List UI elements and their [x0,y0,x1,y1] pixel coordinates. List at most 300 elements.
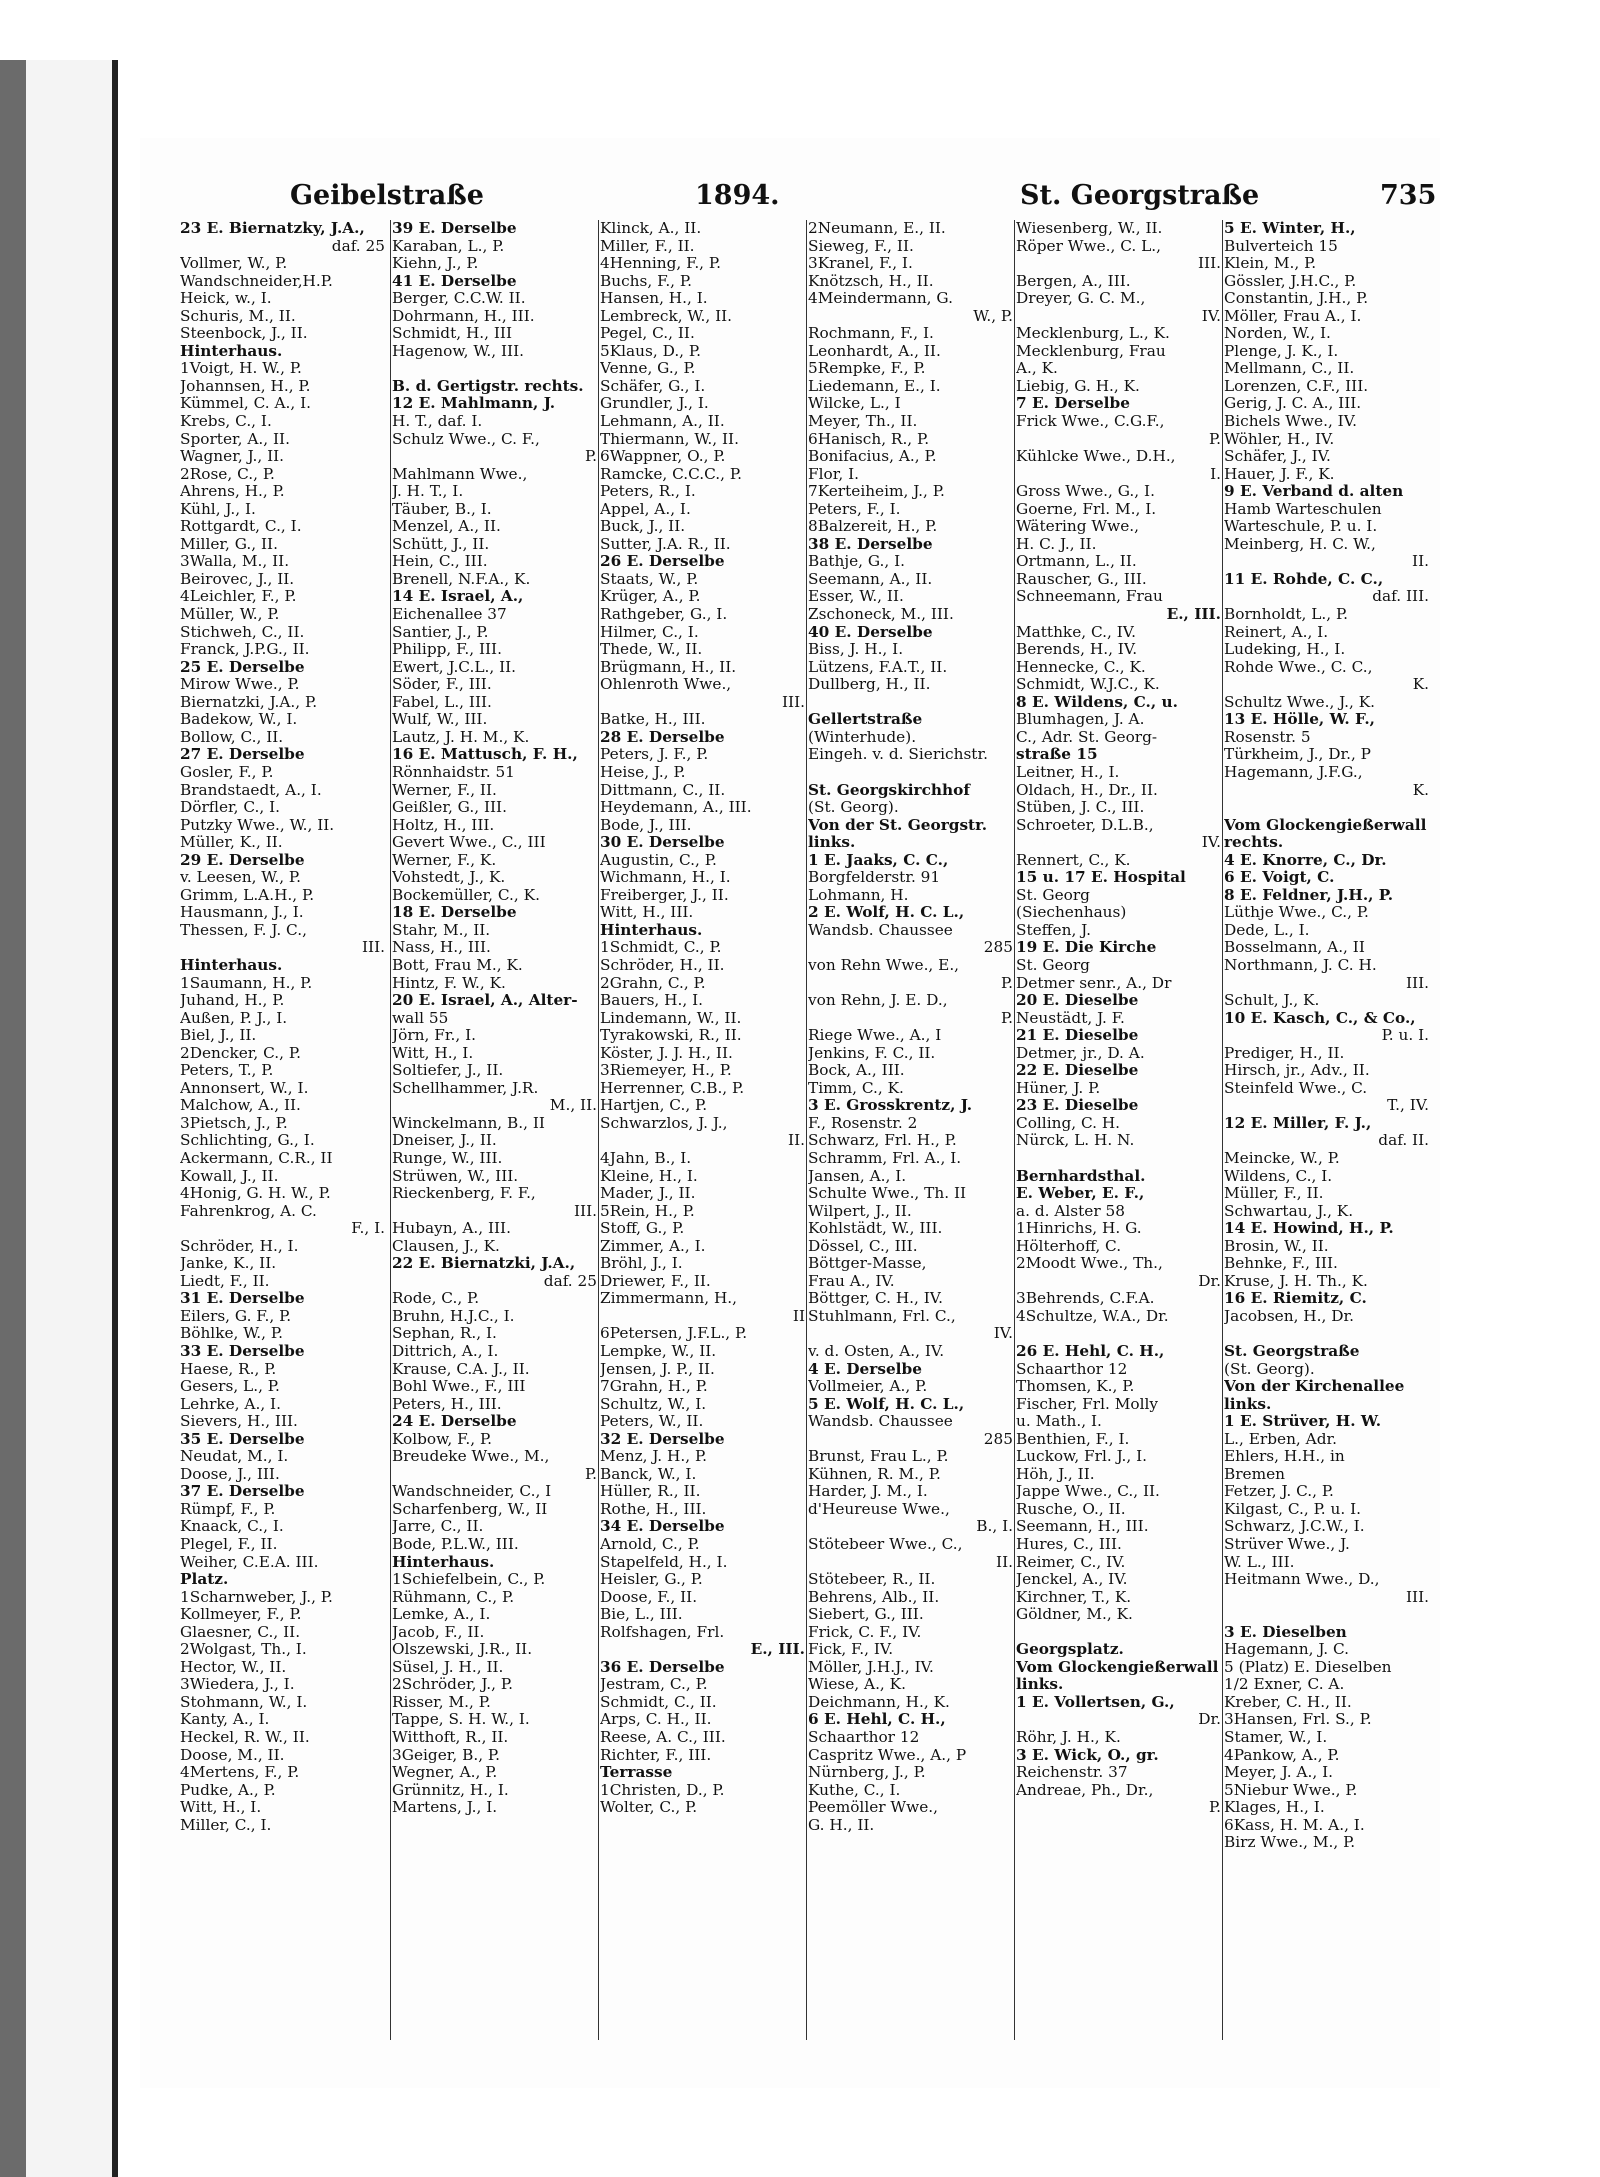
directory-entry [1224,1325,1429,1343]
directory-entry: Rennert, C., K. [1016,851,1131,869]
directory-entry: 2Schröder, J., P. [392,1676,513,1694]
directory-entry: Sephan, R., I. [392,1325,497,1343]
page-header [140,138,1440,211]
directory-entry: Santier, J., P. [392,623,489,641]
directory-entry: Süsel, J. H., II. [392,1658,504,1676]
directory-entry: 2Moodt Wwe., Th., [1016,1255,1163,1273]
directory-entry: Meyer, Th., II. [808,413,918,431]
directory-entry: 7Grahn, H., P. [600,1378,708,1396]
directory-entry: 23 E. Dieselbe [1016,1097,1139,1115]
directory-entry: Rümpf, F., P. [180,1500,276,1518]
directory-entry: 2Wolgast, Th., I. [180,1641,307,1659]
directory-entry: Hubayn, A., III. [392,1220,511,1238]
directory-entry: 32 E. Derselbe [600,1430,725,1448]
directory-entry: 3Wiedera, J., I. [180,1676,295,1694]
directory-entry: 25 E. Derselbe [180,658,305,676]
directory-entry: Hüner, J. P. [1016,1079,1101,1097]
directory-entry: Karaban, L., P. [392,237,505,255]
directory-entry: Warteschule, P. u. I. [1224,518,1378,536]
directory-entry: Nürnberg, J., P. [808,1764,926,1782]
directory-entry: Stapelfeld, H., I. [600,1553,728,1571]
directory-entry: Rathgeber, G., I. [600,606,728,624]
directory-entry: Hansen, H., I. [600,290,708,308]
directory-entry: Deichmann, H., K. [808,1693,950,1711]
directory-entry: Lüthje Wwe., C., P. [1224,904,1369,922]
directory-entry: 2Dencker, C., P. [180,1044,301,1062]
directory-entry: Stötebeer, R., II. [808,1571,936,1589]
directory-entry: F., I. [351,1220,385,1238]
directory-entry: Wulf, W., III. [392,711,488,729]
directory-entry: P. [584,448,597,466]
directory-entry: Wandsb. Chaussee [808,921,953,939]
directory-entry: Fabel, L., III. [392,693,492,711]
right-street-heading: St. Georgstraße [1020,180,1260,211]
directory-entry: 6Wappner, O., P. [600,448,726,466]
directory-entry: St. Georgskirchhof [808,781,970,799]
directory-entry: 3Geiger, B., P. [392,1746,500,1764]
directory-entry: Terrasse [600,1764,673,1782]
directory-entry: P. [1000,974,1013,992]
directory-entry: Miller, G., II. [180,535,278,553]
directory-entry: 29 E. Derselbe [180,851,305,869]
directory-entry: Witt, H., I. [180,1799,262,1817]
directory-entry: Hintz, F. W., K. [392,974,506,992]
directory-entry: Reimer, C., IV. [1016,1553,1126,1571]
directory-entry: III. [1406,974,1429,992]
directory-entry: Gesers, L., P. [180,1378,280,1396]
directory-entry: Gerig, J. C. A., III. [1224,395,1362,413]
directory-entry: Neudat, M., I. [180,1448,289,1466]
directory-entry: Stoff, G., P. [600,1220,685,1238]
directory-entry: Gosler, F., P. [180,763,274,781]
directory-entry: 4Leichler, F., P. [180,588,297,606]
directory-entry: Schultz, W., I. [600,1395,707,1413]
directory-entry: Kirchner, T., K. [1016,1588,1132,1606]
directory-entry: Türkheim, J., Dr., P [1224,746,1371,764]
directory-entry: P. [1208,1799,1221,1817]
directory-entry: Frick Wwe., C.G.F., [1016,413,1165,431]
directory-entry: Hirsch, jr., Adv., II. [1224,1062,1370,1080]
directory-entry: Nass, H., III. [392,939,491,957]
directory-entry: Bergen, A., III. [1016,272,1131,290]
directory-entry: Vohstedt, J., K. [392,869,506,887]
directory-entry: Hamb Warteschulen [1224,500,1382,518]
directory-entry: 1 E. Vollertsen, G., [1016,1693,1175,1711]
directory-entry: Detmer senr., A., Dr [1016,974,1172,992]
directory-entry: d'Heureuse Wwe., [808,1500,950,1518]
directory-entry: Sieweg, F., II. [808,237,914,255]
directory-entry: 285 [983,939,1013,957]
directory-entry: Brunst, Frau L., P. [808,1448,949,1466]
directory-entry: 3Riemeyer, H., P. [600,1062,732,1080]
directory-entry: Bauers, H., I. [600,992,703,1010]
directory-entry: Kolbow, F., P. [392,1430,492,1448]
directory-entry: 1 E. Jaaks, C. C., [808,851,949,869]
directory-entry: IV. [993,1325,1013,1343]
directory-entry: Eilers, G. F., P. [180,1307,292,1325]
directory-entry: Berends, H., IV. [1016,641,1138,659]
directory-entry: Schneemann, Frau [1016,588,1163,606]
directory-entry: Strüwen, W., III. [392,1167,519,1185]
directory-entry: Hein, C., III. [392,553,488,571]
directory-entry: 22 E. Biernatzki, J.A., [392,1255,576,1273]
directory-entry: Witthoft, R., II. [392,1729,509,1747]
directory-entry: 4Henning, F., P. [600,255,721,273]
directory-entry: Mahlmann Wwe., [392,465,528,483]
directory-entry: Borgfelderstr. 91 [808,869,941,887]
directory-entry: Thomsen, K., P. [1016,1378,1135,1396]
directory-entry: Bruhn, H.J.C., I. [392,1307,515,1325]
directory-entry: 40 E. Derselbe [808,623,933,641]
directory-entry: J. H. T., I. [392,483,464,501]
directory-entry: 1/2 Exner, C. A. [1224,1676,1345,1694]
directory-entry: Staats, W., P. [600,570,699,588]
directory-entry: a. d. Alster 58 [1016,1202,1125,1220]
directory-entry: 5 E. Wolf, H. C. L., [808,1395,965,1413]
directory-entry: Krebs, C., I. [180,413,272,431]
directory-entry: Böhlke, W., P. [180,1325,283,1343]
directory-entry: Knötzsch, H., II. [808,272,934,290]
directory-entry: L., Erben, Adr. [1224,1430,1337,1448]
directory-entry: Hinterhaus. [392,1553,495,1571]
directory-entry: Behrens, Alb., II. [808,1588,940,1606]
directory-entry: Kühnen, R. M., P. [808,1465,941,1483]
directory-entry: F., Rosenstr. 2 [808,1114,918,1132]
column-4 [808,220,1013,2040]
directory-entry: Rönnhaidstr. 51 [392,763,515,781]
directory-entry: 12 E. Miller, F. J., [1224,1114,1372,1132]
directory-entry: I. [1210,465,1221,483]
directory-entry: Strüver Wwe., J. [1224,1536,1350,1554]
directory-entry: Lembreck, W., II. [600,307,733,325]
directory-entry: Schmidt, W.J.C., K. [1016,676,1160,694]
directory-entry: Buchs, F., P. [600,272,692,290]
directory-entry: Heckel, R. W., II. [180,1729,310,1747]
directory-entry: 16 E. Riemitz, C. [1224,1290,1367,1308]
directory-entry: 6Petersen, J.F.L., P. [600,1325,748,1343]
directory-entry: Kowall, J., II. [180,1167,279,1185]
column-divider [806,220,807,2040]
directory-entry [1016,1150,1221,1168]
directory-entry: Dittmann, C., II. [600,781,726,799]
directory-entry: Schäfer, J., IV. [1224,448,1331,466]
directory-entry: Brenell, N.F.A., K. [392,570,531,588]
directory-entry: Böttger-Masse, [808,1255,927,1273]
directory-entry: Gellertstraße [808,711,923,729]
directory-entry: (Winterhude). [808,728,917,746]
directory-entry: Rohde Wwe., C. C., [1224,658,1373,676]
directory-entry: 39 E. Derselbe [392,220,517,237]
directory-entry: 4 E. Knorre, C., Dr. [1224,851,1387,869]
directory-entry: Hüller, R., II. [600,1483,701,1501]
directory-entry: 19 E. Die Kirche [1016,939,1157,957]
directory-entry: Bosselmann, A., II [1224,939,1365,957]
directory-entry: Neustädt, J. F. [1016,1009,1125,1027]
directory-entry: Bollow, C., II. [180,728,284,746]
directory-entry: 10 E. Kasch, C., & Co., [1224,1009,1416,1027]
directory-entry: Nürck, L. H. N. [1016,1132,1135,1150]
directory-entry: Reichenstr. 37 [1016,1764,1128,1782]
page-number: 735 [1380,180,1437,211]
directory-entry: IV. [1201,834,1221,852]
directory-entry: Franck, J.P.G., II. [180,641,310,659]
directory-entry: Glaesner, C., II. [180,1623,301,1641]
directory-entry: W. L., III. [1224,1553,1295,1571]
directory-entry: Timm, C., K. [808,1079,904,1097]
directory-entry: 35 E. Derselbe [180,1430,305,1448]
directory-entry: Jenkins, F. C., II. [808,1044,936,1062]
directory-entry: Dohrmann, H., III. [392,307,535,325]
directory-entry: Vom Glockengießerwall [1224,816,1427,834]
directory-entry: H. C. J., II. [1016,535,1097,553]
directory-entry: 21 E. Dieselbe [1016,1027,1139,1045]
directory-entry: Kümmel, C. A., I. [180,395,312,413]
column-6 [1224,220,1429,2040]
directory-entry: Birz Wwe., M., P. [1224,1834,1356,1852]
directory-entry: 5Klaus, D., P. [600,342,701,360]
page-gutter-line [112,60,118,2177]
directory-entry: Schellhammer, J.R. [392,1079,539,1097]
directory-entry: Wilpert, J., II. [808,1202,912,1220]
directory-entry: Bonifacius, A., P. [808,448,937,466]
directory-entry: 31 E. Derselbe [180,1290,305,1308]
directory-entry: 1Hinrichs, H. G. [1016,1220,1142,1238]
directory-entry: Rauscher, G., III. [1016,570,1147,588]
directory-entry: Bichels Wwe., IV. [1224,413,1357,431]
directory-entry: Holtz, H., III. [392,816,495,834]
directory-entry: Doose, F., II. [600,1588,698,1606]
directory-entry: E., III. [1166,606,1221,624]
directory-entry: Rottgardt, C., I. [180,518,302,536]
directory-entry: Dittrich, A., I. [392,1343,499,1360]
directory-entry: Zimmer, A., I. [600,1237,706,1255]
directory-entry: Constantin, J.H., P. [1224,290,1369,308]
directory-entry: III. [362,939,385,957]
directory-entry: 14 E. Howind, H., P. [1224,1220,1394,1238]
directory-entry: Kohlstädt, W., III. [808,1220,943,1238]
directory-entry: v. d. Osten, A., IV. [808,1343,945,1360]
directory-entry: Lehrke, A., I. [180,1395,281,1413]
directory-entry: Peters, J. F., P. [600,746,709,764]
adjacent-page-edge [0,60,118,2177]
directory-entry: v. Leesen, W., P. [180,869,301,887]
directory-entry: Thessen, F. J. C., [180,921,307,939]
directory-entry: 1Voigt, H. W., P. [180,360,302,378]
directory-entry: Möller, J.H.J., IV. [808,1658,934,1676]
directory-entry: Lindemann, W., II. [600,1009,742,1027]
directory-entry: 33 E. Derselbe [180,1343,305,1360]
directory-entry: Schultz Wwe., J., K. [1224,693,1375,711]
directory-entry: III. [1406,1588,1429,1606]
directory-entry: Hinterhaus. [600,921,703,939]
directory-entry: Driewer, F., II. [600,1272,711,1290]
directory-entry: Höh, J., II. [1016,1465,1095,1483]
directory-entry: Reese, A. C., III. [600,1729,726,1747]
directory-entry: Georgsplatz. [1016,1641,1124,1659]
directory-entry: Leitner, H., I. [1016,763,1120,781]
directory-entry: A., K. [1016,360,1058,378]
directory-entry: Kiehn, J., P. [392,255,479,273]
directory-entry: Eingeh. v. d. Sierichstr. [808,746,988,764]
directory-entry: 24 E. Derselbe [392,1413,517,1431]
directory-entry: 26 E. Hehl, C. H., [1016,1343,1165,1360]
directory-entry: Schaarthor 12 [1016,1360,1128,1378]
directory-entry: Harder, J. M., I. [808,1483,928,1501]
directory-entry: Klages, H., I. [1224,1799,1325,1817]
directory-entry: Runge, W., III. [392,1149,503,1167]
directory-entry: Fetzer, J. C., P. [1224,1483,1334,1501]
directory-entry: Ehlers, H.H., in [1224,1448,1345,1466]
directory-entry: links. [1016,1676,1064,1694]
column-divider [1222,220,1223,2040]
directory-entry: Siebert, G., III. [808,1606,924,1624]
directory-entry: Ahrens, H., P. [180,483,285,501]
directory-entry: 8Balzereit, H., P. [808,518,938,536]
directory-entry: Schaarthor 12 [808,1729,920,1747]
directory-entry: Täuber, B., I. [392,500,492,518]
directory-entry: 6 E. Hehl, C. H., [808,1711,946,1729]
directory-entry: Liebig, G. H., K. [1016,377,1140,395]
directory-entry: Wöhler, H., IV. [1224,430,1335,448]
directory-entry: Malchow, A., II. [180,1097,301,1115]
directory-entry: Hilmer, C., I. [600,623,699,641]
directory-entry: 3 E. Dieselben [1224,1623,1347,1641]
binding-shadow [0,60,26,2177]
directory-entry: 2Neumann, E., II. [808,220,946,237]
directory-entry: Klinck, A., II. [600,220,702,237]
directory-entry: Söder, F., III. [392,676,492,694]
directory-entry: II [792,1307,805,1325]
directory-entry: Pegel, C., II. [600,325,695,343]
directory-entry: Wegner, A., P. [392,1764,498,1782]
directory-entry [1224,799,1429,817]
directory-entry: Von der St. Georgstr. [808,816,988,834]
directory-entry: Schult, J., K. [1224,992,1320,1010]
directory-entry: Hausmann, J., I. [180,904,304,922]
directory-entry: Arnold, C., P. [600,1536,700,1554]
directory-entry: daf. II. [1378,1132,1429,1150]
directory-entry: 6 E. Voigt, C. [1224,869,1335,887]
directory-entry: Rühmann, C., P. [392,1588,515,1606]
directory-entry: Wolter, C., P. [600,1799,698,1817]
column-1 [180,220,385,2040]
directory-entry: Wildens, C., I. [1224,1167,1333,1185]
directory-page [140,138,1440,2088]
directory-entry: 1Christen, D., P. [600,1781,725,1799]
directory-entry: Herrenner, C.B., P. [600,1079,745,1097]
directory-entry: Jenckel, A., IV. [1016,1571,1128,1589]
directory-entry: Steinfeld Wwe., C. [1224,1079,1368,1097]
directory-entry: 3Behrends, C.F.A. [1016,1290,1155,1308]
directory-entry: III. [1198,255,1221,273]
directory-entry: Blumhagen, J. A. [1016,711,1145,729]
directory-entry: 5Niebur Wwe., P. [1224,1781,1358,1799]
directory-entry: Stahr, M., II. [392,921,491,939]
directory-entry: Göldner, M., K. [1016,1606,1133,1624]
directory-entry: Knaack, C., I. [180,1518,284,1536]
directory-entry: Oldach, H., Dr., II. [1016,781,1158,799]
directory-entry: Witt, H., I. [392,1044,474,1062]
directory-entry: 14 E. Israel, A., [392,588,524,606]
directory-entry: Von der Kirchenallee [1224,1378,1405,1396]
directory-entry: 18 E. Derselbe [392,904,517,922]
directory-entry: Jestram, C., P. [600,1676,708,1694]
directory-entry: Lohmann, H. [808,886,909,904]
directory-entry: Müller, W., P. [180,606,280,624]
directory-entry: Ludeking, H., I. [1224,641,1346,659]
directory-entry: Bernhardsthal. [1016,1167,1146,1185]
directory-entry: Peemöller Wwe., [808,1799,939,1817]
directory-entry: Schwarz, J.C.W., I. [1224,1518,1365,1536]
directory-entry: Schramm, Frl. A., I. [808,1149,962,1167]
directory-entry: Hagemann, J.F.G., [1224,763,1363,781]
directory-entry: 9 E. Verband d. alten [1224,483,1404,501]
directory-entry: Bornholdt, L., P. [1224,606,1349,624]
directory-entry: Doose, J., III. [180,1465,280,1483]
directory-entry: 13 E. Hölle, W. F., [1224,711,1376,729]
directory-entry: Schlichting, G., I. [180,1132,315,1150]
directory-entry: u. Math., I. [1016,1413,1102,1431]
directory-entry: rechts. [1224,834,1284,852]
directory-entry: Fahrenkrog, A. C. [180,1202,317,1220]
directory-entry: Northmann, J. C. H. [1224,956,1377,974]
directory-entry: Mecklenburg, L., K. [1016,325,1170,343]
directory-entry: Dede, L., I. [1224,921,1310,939]
directory-entry: Reinert, A., I. [1224,623,1329,641]
directory-entry: 4Mertens, F., P. [180,1764,300,1782]
directory-entry: Scharfenberg, W., II [392,1500,548,1518]
directory-entry: 4Jahn, B., I. [600,1149,692,1167]
directory-entry: Möller, Frau A., I. [1224,307,1362,325]
directory-entry: 4Pankow, A., P. [1224,1746,1340,1764]
directory-entry: Wiesenberg, W., II. [1016,220,1163,237]
directory-entry: Sporter, A., II. [180,430,290,448]
directory-entry: Dössel, C., III. [808,1237,918,1255]
directory-entry: Röhr, J. H., K. [1016,1729,1121,1747]
directory-entry: Wichmann, H., I. [600,869,731,887]
directory-entry: W., P. [973,307,1013,325]
directory-entry: Mirow Wwe., P. [180,676,300,694]
directory-entry: Norden, W., I. [1224,325,1331,343]
directory-entry: 4 E. Derselbe [808,1360,922,1378]
column-divider [1014,220,1015,2040]
directory-entry: Kanty, A., I. [180,1711,270,1729]
directory-entry: Clausen, J., K. [392,1237,500,1255]
directory-entry: P. [584,1465,597,1483]
directory-entry: Jacobsen, H., Dr. [1224,1307,1354,1325]
directory-entry: Rolfshagen, Frl. [600,1623,725,1641]
directory-entry: Seemann, H., III. [1016,1518,1149,1536]
directory-entry: Augustin, C., P. [600,851,717,869]
directory-entry: Schuris, M., II. [180,307,296,325]
directory-entry: Weiher, C.E.A. III. [180,1553,319,1571]
directory-entry: Heisler, G., P. [600,1571,703,1589]
directory-entry: G. H., II. [808,1816,875,1834]
directory-entry: Caspritz Wwe., A., P [808,1746,967,1764]
directory-entry: Zschoneck, M., III. [808,606,954,624]
directory-entry: links. [1224,1395,1272,1413]
left-street-heading: Geibelstraße [290,180,484,211]
directory-entry: Rode, C., P. [392,1290,480,1308]
directory-entry: Jacob, F., II. [392,1623,485,1641]
directory-entry: Grünnitz, H., I. [392,1781,509,1799]
directory-entry: Appel, A., I. [600,500,691,518]
directory-entry: Peters, W., II. [600,1413,704,1431]
directory-entry: Vom Glockengießerwall [1016,1658,1219,1676]
directory-entry: 3Pietsch, J., P. [180,1114,288,1132]
directory-entry: Berger, C.C.W. II. [392,290,526,308]
directory-entry: Heydemann, A., III. [600,799,752,817]
